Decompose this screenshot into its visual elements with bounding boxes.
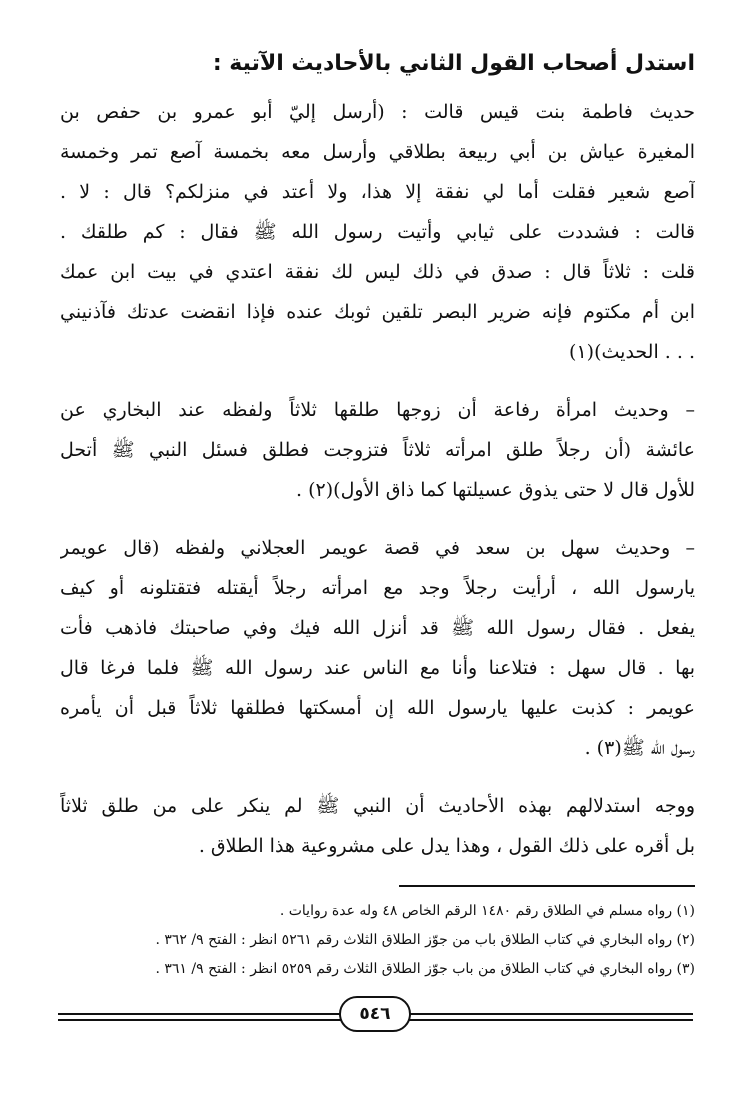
text-line: آصع شعير فقلت أما لي نفقة إلا هذا، ولا أعتد في منزلكم؟ قال : لا . xyxy=(60,181,695,203)
text-line: . . . الحديث)(١) xyxy=(569,341,695,363)
text-line: قالت : فشددت على ثيابي وأتيت رسول الله ﷺ فقال : كم طلقك . xyxy=(60,221,695,243)
footnote-divider xyxy=(399,885,695,887)
text-line: حديث فاطمة بنت قيس قالت : (أرسل إليّ أبو عمرو بن حفص بن xyxy=(60,101,695,123)
text-line: رسول الله ﷺ(٣) . xyxy=(584,737,695,759)
text-line: عائشة (أن رجلاً طلق امرأته ثلاثاً فتزوجت فطلق فسئل النبي ﷺ أتحل xyxy=(60,439,695,461)
footnote-1: (١) رواه مسلم في الطلاق رقم ١٤٨٠ الرقم الخاص ٤٨ وله عدة روايات . xyxy=(279,903,695,919)
text-line: يفعل . فقال رسول الله ﷺ قد أنزل الله فيك وفي صاحبتك فاذهب فأت xyxy=(60,617,695,639)
page-number: ٥٤٦ xyxy=(339,996,411,1032)
text-line: عويمر : كذبت عليها يارسول الله إن أمسكتها فطلقها ثلاثاً قبل أن يأمره xyxy=(60,697,695,719)
footnotes xyxy=(70,897,695,984)
footnote-3: (٣) رواه البخاري في كتاب الطلاق من باب جوّز الطلاق الثلاث رقم ٥٢٥٩ انظر : الفتح ٩/ ٣٦١ . xyxy=(155,961,695,977)
paragraph-conclusion xyxy=(60,786,695,866)
footnote-2: (٢) رواه البخاري في كتاب الطلاق باب من جوّز الطلاق الثلاث رقم ٥٢٦١ انظر : الفتح ٩/ ٣٦٢ . xyxy=(155,932,695,948)
text-line: بها . قال سهل : فتلاعنا وأنا مع الناس عند رسول الله ﷺ فلما فرغا قال xyxy=(60,657,695,679)
paragraph-fatima xyxy=(60,92,695,372)
text-line: قلت : ثلاثاً قال : صدق في ذلك ليس لك نفقة اعتدي في بيت ابن عمك xyxy=(60,261,695,283)
section-heading: استدل أصحاب القول الثاني بالأحاديث الآتية : xyxy=(212,51,695,76)
text-line: – وحديث سهل بن سعد في قصة عويمر العجلاني ولفظه (قال عويمر xyxy=(60,537,695,559)
paragraph-rifaa xyxy=(60,390,695,510)
paragraph-sahl xyxy=(60,528,695,768)
text-line: للأول قال لا حتى يذوق عسيلتها كما ذاق الأول)(٢) . xyxy=(296,479,695,501)
text-line: ووجه استدلالهم بهذه الأحاديث أن النبي ﷺ لم ينكر على من طلق ثلاثاً xyxy=(60,795,695,817)
text-line: يارسول الله ، أرأيت رجلاً وجد مع امرأته رجلاً أيقتله فتقتلونه أو كيف xyxy=(60,577,695,599)
text-line: المغيرة عياش بن أبي ربيعة بطلاقي وأرسل معه بخمسة آصع تمر وخمسة xyxy=(60,141,695,163)
body-text xyxy=(60,92,695,866)
text-line: ابن أم مكتوم فإنه ضرير البصر تلقين ثوبك عنده فإذا انقضت عدتك فآذنيني xyxy=(60,301,695,323)
text-line: – وحديث امرأة رفاعة أن زوجها طلقها ثلاثاً ولفظه عند البخاري عن xyxy=(60,399,695,421)
text-line: بل أقره على ذلك القول ، وهذا يدل على مشروعية هذا الطلاق . xyxy=(198,835,695,857)
